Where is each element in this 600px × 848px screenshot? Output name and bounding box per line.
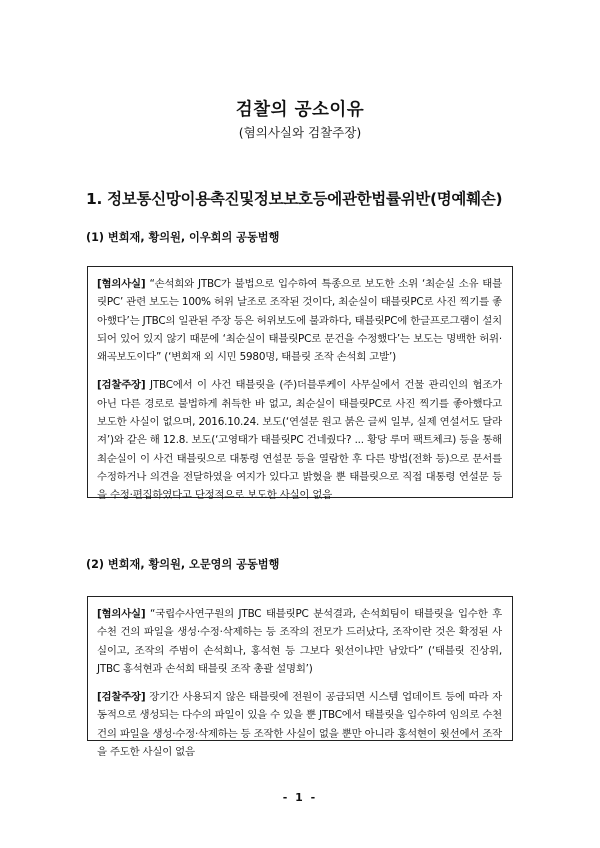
case-2-box [87,596,513,759]
prosecution-label: [검찰주장] [97,691,146,704]
allegation-label: [혐의사실] [97,278,146,290]
page-number: - 1 - [282,791,318,804]
case-2-allegation [97,605,502,678]
prosecution-text: JTBC에서 이 사건 태블릿을 (주)더블루케이 사무실에서 건물 관리인의 협조가 아닌 다른 경로로 불법하게 취득한 바 없고, 최순실이 태블릿PC로 사진 찍기를 좋아했다고 보도한 사실이 없으며, 2016.10.24. 보도(‘연설문 원고 붉은 글씨 일부, 실제 연설서도 달라져’)와 같은 해 12.8. 보도(‘고영태가 태블릿PC 건네줬다? ... 황당 루머 팩트체크) 등을 통해 최순실이 이 사건 태블릿으로 대통령 연설문 등을 열람한 후 다른 방법(전화 등)으로 문서를 수정하거나 의견을 전달하였을 여지가 있다고 밝혔을 뿐 태블릿으로 직접 대통령 연설문 등을 수정·편집하였다고 단정적으로 보도한 사실이 없음 [97,379,502,502]
allegation-label: [혐의사실] [97,608,146,620]
case-1-heading: (1) 변희재, 황의원, 이우희의 공동범행 [86,231,280,244]
case-1-box [87,266,513,502]
section-heading: 1. 정보통신망이용촉진및정보보호등에관한법률위반(명예훼손) [86,190,503,208]
document-subtitle: (혐의사실와 검찰주장) [238,125,362,140]
case-1-prosecution [97,376,502,504]
prosecution-label: [검찰주장] [97,379,146,392]
case-2-heading: (2) 변희재, 황의원, 오문영의 공동범행 [86,558,280,571]
case-2-prosecution [97,688,502,761]
allegation-text: “손석희와 JTBC가 불법으로 입수하여 특종으로 보도한 소위 ‘최순실 소유 태블릿PC’ 관련 보도는 100% 허위 날조로 조작된 것이다, 최순실이 태블릿PC로 사진 찍기를 좋아했다’는 JTBC의 일관된 주장 등은 허위보도에 불과하다, 태블릿PC에 한글프로그램이 설치되어 있어 있지 않기 때문에 ‘최순실이 태블릿PC로 문건을 수정했다’는 보도는 명백한 허위·왜곡보도이다” (‘변희재 외 시민 5980명, 태블릿 조작 손석희 고발’) [97,278,502,364]
allegation-text: “국립수사연구원의 JTBC 태블릿PC 분석결과, 손석희팀이 태블릿을 입수한 후 수천 건의 파일을 생성·수정·삭제하는 등 조작의 전모가 드러났다, 조작이란 것은 확정된 사실이고, 조작의 주범이 손석희나, 홍석현 등 그보다 윗선이냐만 남았다” (‘태블릿 진상위, JTBC 홍석현과 손석희 태블릿 조작 총괄 설명회’) [97,608,502,675]
prosecution-text: 장기간 사용되지 않은 태블릿에 전원이 공급되면 시스템 업데이트 등에 따라 자동적으로 생성되는 다수의 파일이 있을 수 있을 뿐 JTBC에서 태블릿을 입수하여 임의로 수천 건의 파일을 생성·수정·삭제하는 등 조작한 사실이 없을 뿐만 아니라 홍석현이 윗선에서 조작을 주도한 사실이 없음 [97,691,502,759]
case-1-allegation [97,275,502,366]
document-title: 검찰의 공소이유 [235,100,365,120]
